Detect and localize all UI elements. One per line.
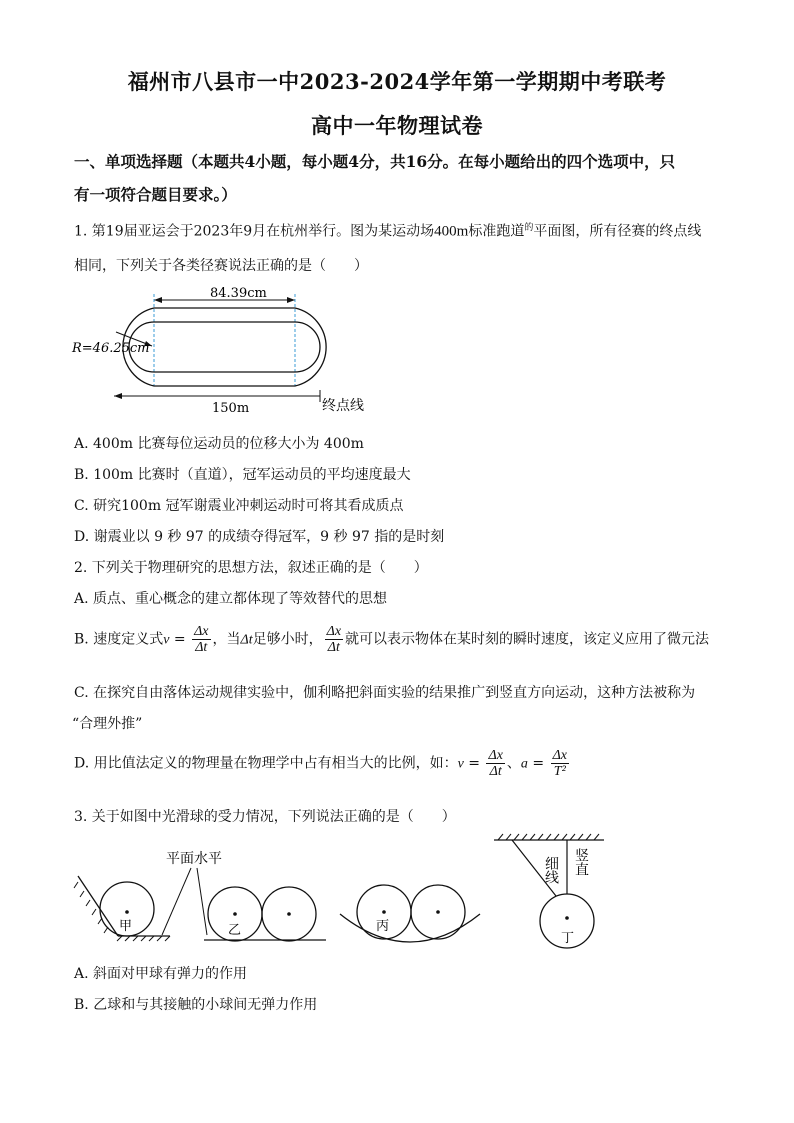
arrow-right-icon bbox=[287, 297, 295, 303]
fraction-numerator: Δx bbox=[488, 748, 503, 763]
ball-ding-center bbox=[565, 916, 569, 920]
ceiling-hatch bbox=[498, 834, 599, 840]
q1-stem-rest: 平面图，所有径赛的终点线 bbox=[533, 223, 702, 240]
var-v: v bbox=[457, 756, 464, 772]
q2-option-a[interactable]: A. 质点、重心概念的建立都体现了等效替代的思想 bbox=[74, 591, 388, 607]
incline-line bbox=[78, 876, 118, 936]
fraction-numerator: Δx bbox=[194, 624, 209, 639]
q2-option-c-line2: “合理外推” bbox=[72, 716, 143, 732]
exam-title: 福州市八县市一中2023-2024学年第一学期期中考联考 bbox=[127, 69, 667, 94]
ball-yi-center bbox=[233, 912, 237, 916]
pointer-line-1 bbox=[162, 868, 191, 935]
inner-track bbox=[129, 322, 320, 372]
label-yi: 乙 bbox=[228, 923, 242, 938]
q3-option-a[interactable]: A. 斜面对甲球有弹力的作用 bbox=[74, 966, 248, 982]
var-a: a bbox=[520, 756, 528, 772]
fraction-dx-dt-3 bbox=[486, 748, 504, 779]
q1-stem-400m: 400m bbox=[434, 223, 469, 240]
q1-stem-de: 的 bbox=[524, 223, 534, 233]
q1-stem-line1 bbox=[74, 220, 701, 241]
equals-sign: = bbox=[463, 755, 485, 772]
fraction-numerator: Δx bbox=[552, 748, 567, 763]
ball-yi-neighbor-center bbox=[287, 912, 291, 916]
section-heading-line1: 一、单项选择题（本题共4小题，每小题4分，共16分。在每小题给出的四个选项中，只 bbox=[74, 152, 676, 171]
fraction-dx-dt bbox=[192, 624, 210, 655]
label-plane-horizontal: 平面水平 bbox=[166, 851, 222, 867]
arrow-bottom-icon bbox=[114, 393, 122, 399]
fraction-dx-t2 bbox=[551, 748, 569, 779]
q2-option-b-suffix: 就可以表示物体在某时刻的瞬时速度，该定义应用了微元法 bbox=[345, 631, 710, 648]
fraction-denominator: T² bbox=[553, 764, 566, 779]
ground-jia-hatch bbox=[117, 936, 170, 941]
straight-label: 84.39cm bbox=[210, 286, 267, 301]
q1-option-b[interactable]: B. 100m 比赛时（直道），冠军运动员的平均速度最大 bbox=[74, 467, 411, 483]
q1-option-c[interactable]: C. 研究100m 冠军谢震业冲刺运动时可将其看成质点 bbox=[74, 498, 404, 514]
q2-stem: 2. 下列关于物理研究的思想方法，叙述正确的是（ ） bbox=[74, 560, 428, 576]
q1-option-a[interactable]: A. 400m 比赛每位运动员的位移大小为 400m bbox=[74, 436, 364, 452]
radius-label: R=46.25cm bbox=[72, 341, 150, 356]
q2-option-b-mid2: 足够小时， bbox=[252, 631, 323, 648]
label-thread: 细线 bbox=[543, 856, 559, 884]
section-heading-line2: 有一项符合题目要求。） bbox=[74, 185, 237, 204]
q2-option-b[interactable] bbox=[74, 624, 709, 655]
arrow-left-icon bbox=[154, 297, 162, 303]
fraction-numerator: Δx bbox=[326, 624, 342, 639]
q1-stem-track: 标准跑道 bbox=[468, 223, 525, 240]
ball-bing-neighbor-center bbox=[436, 910, 440, 914]
var-v: v bbox=[163, 632, 170, 648]
finish-label: 终点线 bbox=[322, 398, 364, 414]
q2-option-d[interactable] bbox=[74, 748, 571, 779]
fraction-dx-dt-2 bbox=[325, 624, 343, 655]
q1-option-d[interactable]: D. 谢震业以 9 秒 97 的成绩夺得冠军，9 秒 97 指的是时刻 bbox=[74, 529, 445, 545]
q3-stem: 3. 关于如图中光滑球的受力情况，下列说法正确的是（ ） bbox=[74, 809, 456, 825]
ball-jia-center bbox=[125, 910, 129, 914]
q2-option-c-line1[interactable]: C. 在探究自由落体运动规律实验中，伽利略把斜面实验的结果推广到竖直方向运动，这种方法被称为 bbox=[74, 685, 696, 701]
equals-sign: = bbox=[527, 755, 549, 772]
outer-track bbox=[123, 308, 326, 386]
q2-option-b-prefix: B. 速度定义式 bbox=[74, 631, 164, 648]
var-dt: Δt bbox=[240, 632, 253, 648]
equals-sign: = bbox=[169, 631, 191, 648]
label-bing: 丙 bbox=[376, 919, 390, 934]
q3-option-b[interactable]: B. 乙球和与其接触的小球间无弹力作用 bbox=[74, 997, 318, 1013]
label-ding: 丁 bbox=[561, 931, 575, 946]
q1-stem-text: 1. 第19届亚运会于2023年9月在杭州举行。图为某运动场 bbox=[74, 223, 435, 240]
track-figure bbox=[70, 286, 380, 416]
exam-subtitle: 高中一年物理试卷 bbox=[311, 113, 483, 138]
fraction-denominator: Δt bbox=[327, 640, 340, 655]
label-jia: 甲 bbox=[119, 919, 133, 934]
separator: 、 bbox=[506, 755, 521, 772]
q2-option-d-prefix: D. 用比值法定义的物理量在物理学中占有相当大的比例，如： bbox=[74, 755, 458, 772]
q2-option-b-mid1: ，当 bbox=[212, 631, 241, 648]
bottom-label: 150m bbox=[212, 401, 250, 416]
label-vertical: 竖直 bbox=[573, 848, 589, 876]
pointer-line-2 bbox=[197, 868, 207, 935]
fraction-denominator: Δt bbox=[195, 640, 208, 655]
incline-hatch bbox=[74, 882, 108, 933]
fraction-denominator: Δt bbox=[489, 764, 502, 779]
balls-figure bbox=[70, 830, 610, 950]
ball-bing-center bbox=[382, 910, 386, 914]
q1-stem-line2: 相同，下列关于各类径赛说法正确的是（ ） bbox=[74, 258, 368, 274]
